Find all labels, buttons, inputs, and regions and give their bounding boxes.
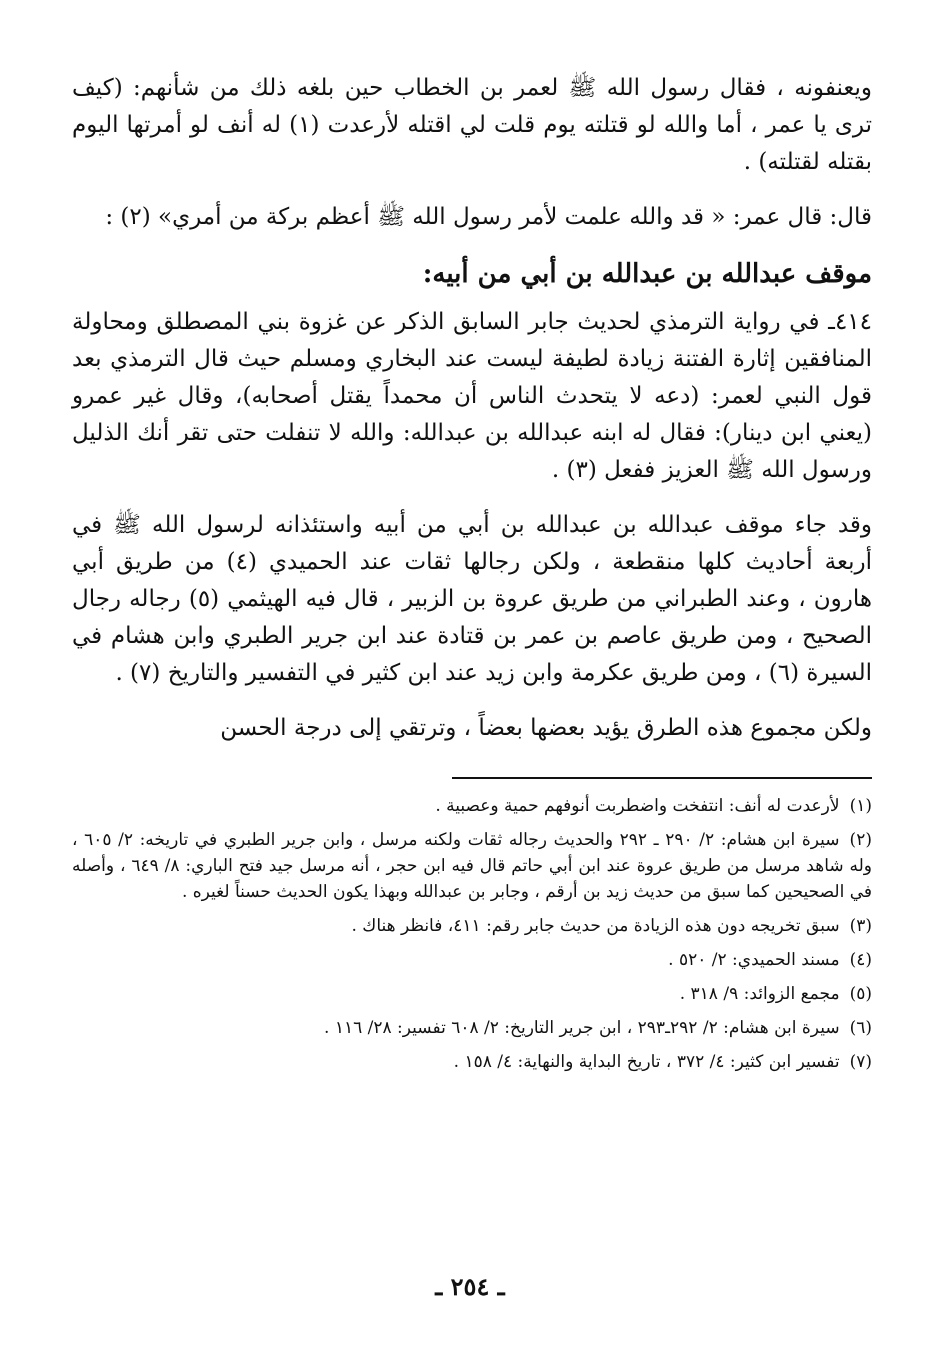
paragraph-5: ولكن مجموع هذه الطرق يؤيد بعضها بعضاً ، وترتقي إلى درجة الحسن	[220, 715, 872, 741]
paragraph-3: ٤١٤ـ في رواية الترمذي لحديث جابر السابق الذكر عن غزوة بني المصطلق ومحاولة المنافقين إثارة الفتنة زيادة لطيفة ليست عند البخاري ومسلم حيث قال الترمذي بعد قول النبي لعمر: (دعه لا يتحدث الناس أن محمداً يقتل أصحابه)، وقال غير عمرو (يعني ابن دينار): فقال له ابنه عبدالله بن عبدالله: والله لا تنفلت حتى تقر أنك الذليل ورسول الله ﷺ العزيز ففعل (٣) .	[72, 309, 872, 483]
footnote-number: (١)	[849, 796, 872, 816]
footnote-text: مجمع الزوائد: ٩/ ٣١٨ .	[679, 984, 840, 1004]
footnote-text: سيرة ابن هشام: ٢/ ٢٩٠ ـ ٢٩٢ والحديث رجاله ثقات ولكنه مرسل ، وابن جرير الطبري في تاريخه: ٢/ ٦٠٥ ، وله شاهد مرسل من طريق عروة عند ابن أبي حاتم قال فيه ابن حجر ، أنه مرسل جيد فتح الباري: ٨/ ٦٤٩ ، وأصله في الصحيحين كما سبق من حديث زيد بن أرقم ، وجابر بن عبدالله وبهذا يكون الحديث حسناً لغيره .	[72, 830, 872, 902]
footnote-text: لأرعدت له أنف: انتفخت واضطربت أنوفهم حمية وعصبية .	[435, 796, 840, 816]
footnotes	[72, 793, 872, 1075]
footnote-item	[72, 913, 872, 939]
paragraph-4: وقد جاء موقف عبدالله بن عبدالله بن أبي من أبيه واستئذانه لرسول الله ﷺ في أربعة أحاديث كلها منقطعة ، ولكن رجالها ثقات عند الحميدي (٤) من طريق أبي هارون ، وعند الطبراني من طريق عروة بن الزبير ، قال فيه الهيثمي (٥) رجاله رجال الصحيح ، ومن طريق عاصم بن عمر بن قتادة عند ابن جرير الطبري وابن هشام في السيرة (٦) ، ومن طريق عكرمة وابن زيد عند ابن كثير في التفسير والتاريخ (٧) .	[72, 512, 872, 686]
footnote-text: سيرة ابن هشام: ٢/ ٢٩٢ـ٢٩٣ ، ابن جرير التاريخ: ٢/ ٦٠٨ تفسير: ٢٨/ ١١٦ .	[324, 1018, 840, 1038]
paragraph-2: قال: قال عمر: « قد والله علمت لأمر رسول الله ﷺ أعظم بركة من أمري» (٢) :	[105, 204, 872, 230]
footnote-item	[72, 1015, 872, 1041]
footnote-number: (٤)	[849, 950, 872, 970]
footnote-text: سبق تخريجه دون هذه الزيادة من حديث جابر رقم: ٤١١، فانظر هناك .	[351, 916, 840, 936]
footnote-number: (٧)	[849, 1052, 872, 1072]
footnote-text: تفسير ابن كثير: ٤/ ٣٧٢ ، تاريخ البداية والنهاية: ٤/ ١٥٨ .	[453, 1052, 840, 1072]
footnote-number: (٣)	[849, 916, 872, 936]
page-number: ـ ٢٥٤ ـ	[435, 1272, 505, 1301]
footnote-number: (٦)	[849, 1018, 872, 1038]
footnote-item	[72, 793, 872, 819]
footnote-number: (٥)	[849, 984, 872, 1004]
section-heading: موقف عبدالله بن عبدالله بن أبي من أبيه:	[422, 259, 872, 289]
footnote-item	[72, 1049, 872, 1075]
footnote-item	[72, 981, 872, 1007]
footnote-number: (٢)	[849, 830, 872, 850]
footnote-text: مسند الحميدي: ٢/ ٥٢٠ .	[668, 950, 840, 970]
footnote-item	[72, 827, 872, 905]
footnote-item	[72, 947, 872, 973]
paragraph-1: ويعنفونه ، فقال رسول الله ﷺ لعمر بن الخطاب حين بلغه ذلك من شأنهم: (كيف ترى يا عمر ، أما والله لو قتلته يوم قلت لي اقتله لأرعدت (١) له أنف لو أمرتها اليوم بقتله لقتلته) .	[72, 75, 873, 175]
footnote-divider	[452, 777, 872, 779]
